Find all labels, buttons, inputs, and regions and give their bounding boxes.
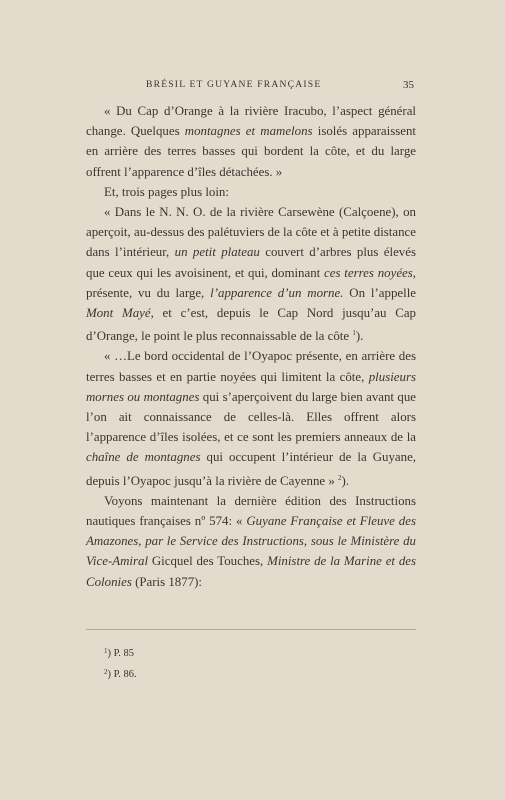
footnote-ref: 1	[352, 329, 356, 338]
footnote-text: P. 86.	[113, 669, 137, 680]
running-title: BRÉSIL ET GUYANE FRANÇAISE	[146, 79, 322, 90]
paragraph	[86, 202, 416, 346]
italic-run: montagnes et mamelons	[184, 124, 313, 139]
footnote-text: P. 85	[113, 648, 135, 659]
footnote-marker: 1	[104, 647, 108, 655]
text-run: et c’est, depuis le Cap Nord jusqu’au Cap d’Orange, le point le plus reconnaissable de la côte	[86, 306, 416, 344]
text-run: « Dans le N. N. O. de la rivière Carsewène (Calçoene), on aperçoit, au-dessus des palétuviers de la côte et à petite distance dans l’intérieur,	[86, 205, 416, 260]
body-text	[86, 101, 416, 592]
text-run: « …Le bord occidental de l’Oyapoc présente, en arrière des terres basses et en partie noyées qui limitent la côte,	[86, 349, 416, 384]
italic-run: ces terres noyées,	[324, 265, 416, 280]
italic-run: un petit plateau	[174, 245, 260, 260]
text-run: qui occupent l’intérieur de la Guyane, depuis l’Oyapoc jusqu’à la rivière de Cayenne »	[86, 450, 417, 488]
text-run: ).	[341, 473, 350, 488]
footnote: $^1$) P. 85	[104, 647, 135, 659]
footnote: $^2$) P. 86.	[104, 668, 137, 680]
page-number: 35	[403, 79, 414, 91]
text-run: On l’appelle	[343, 285, 416, 300]
italic-run: Mont Mayé,	[86, 306, 154, 321]
footnote-ref: 2	[338, 473, 342, 482]
text-run: Gicquel des Touches,	[148, 554, 268, 569]
footnotes	[104, 642, 137, 684]
text-run: (Paris 1877):	[131, 574, 203, 589]
text-run: isolés apparaissent en arrière des terres basses qui bordent la côte, et du large offrent l’apparence d’îles détachées. »	[86, 124, 416, 179]
text-run: « Du Cap d’Orange à la rivière Iracubo, l’aspect général change. Quelques	[86, 104, 416, 139]
footnote-separator	[86, 629, 416, 630]
italic-run: plusieurs mornes ou montagnes	[86, 369, 416, 404]
italic-run: Guyane Française et Fleuve des Amazones, par le Service des Instructions, sous le Ministère du Vice-Amiral	[86, 514, 416, 569]
paragraph	[86, 491, 416, 592]
italic-run: l’apparence d’un morne.	[210, 285, 344, 300]
text-run: qui s’aperçoivent du large bien avant que l’on ait connaissance de celles-là. Elles offrent alors l’apparence d’îles isolées, et ce sont les premiers anneaux de la	[86, 389, 416, 445]
italic-run: chaîne de montagnes	[86, 450, 201, 465]
text-run: présente, vu du large,	[86, 285, 211, 300]
text-run: couvert d’arbres plus élevés que ceux qui les avoisinent, et qui, dominant	[86, 245, 416, 280]
text-run: ).	[355, 329, 364, 344]
paragraph	[86, 182, 416, 202]
paragraph	[86, 101, 416, 182]
footnote-marker: 2	[104, 668, 108, 676]
italic-run: Ministre de la Marine et des Colonies	[86, 554, 417, 589]
paragraph	[86, 346, 416, 490]
text-run: Voyons maintenant la dernière édition des Instructions nautiques françaises nº 574: «	[86, 493, 416, 529]
text-run: Et, trois pages plus loin:	[104, 184, 229, 199]
page-header	[84, 79, 414, 95]
